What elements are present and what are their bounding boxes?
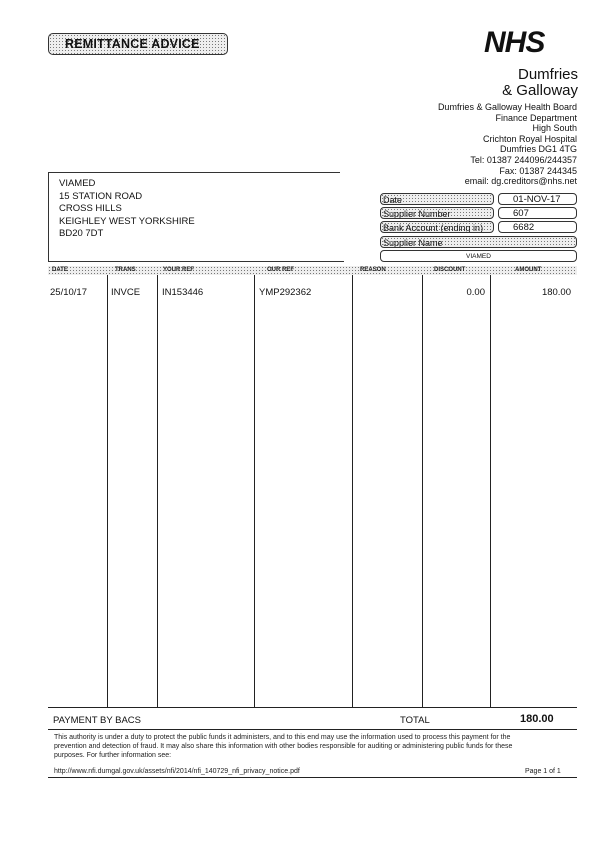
supplier-name-value: VIAMED [380, 250, 577, 262]
supplier-number-label: Supplier Number [380, 207, 494, 219]
org-line: Crichton Royal Hospital [482, 133, 577, 144]
column-divider [352, 275, 353, 708]
address-line: KEIGHLEY WEST YORKSHIRE [59, 215, 195, 227]
column-header-amount: AMOUNT [515, 267, 542, 273]
row-amount: 180.00 [541, 287, 571, 298]
column-divider [157, 275, 158, 708]
column-divider [422, 275, 423, 708]
column-header-date: DATE [52, 267, 68, 273]
row-our-ref: YMP292362 [259, 287, 312, 298]
supplier-name-label: Supplier Name [380, 236, 577, 248]
privacy-notice-url[interactable]: http://www.nfi.dumgal.gov.uk/assets/nfi/2014/nfi_140729_nfi_privacy_notice.pdf [54, 768, 300, 775]
total-rule [48, 729, 577, 730]
address-line: VIAMED [59, 178, 96, 189]
table-bottom-rule [48, 707, 577, 708]
document-title-text: REMITTANCE ADVICE [65, 37, 200, 51]
privacy-notice: This authority is under a duty to protect the public funds it administers, and to this end may use the information used to process this payment for the prevention and detection of fraud. It may also share this information with other bodies responsible for auditing or administering public funds for these purposes. For further information see: [54, 734, 513, 759]
column-header-our-ref: OUR REF [267, 267, 294, 273]
logo-line-galloway: & Galloway [502, 82, 578, 99]
org-line: email: dg.creditors@nhs.net [464, 176, 577, 187]
row-trans: INVCE [111, 287, 141, 298]
organisation-address [337, 102, 577, 187]
address-line: 15 STATION ROAD [59, 190, 143, 202]
supplier-number-value: 607 [498, 207, 577, 219]
bank-account-label: Bank Account (ending in) [380, 221, 494, 233]
column-header-your-ref: YOUR REF [163, 267, 195, 273]
column-header-trans: TRANS [115, 267, 136, 273]
column-divider [490, 275, 491, 708]
recipient-address-frame-top [48, 172, 340, 173]
org-line: Dumfries & Galloway Health Board [437, 102, 577, 112]
footer-rule [48, 777, 577, 778]
column-header-discount: DISCOUNT [434, 267, 466, 273]
total-value: 180.00 [520, 713, 554, 725]
org-line: Fax: 01387 244345 [499, 165, 577, 176]
recipient-address [59, 178, 195, 241]
date-value: 01-NOV-17 [498, 193, 577, 205]
logo-line-dumfries: Dumfries [517, 66, 578, 83]
bank-account-value: 6682 [498, 221, 577, 233]
row-date: 25/10/17 [50, 287, 87, 298]
address-line: CROSS HILLS [59, 203, 122, 215]
row-your-ref: IN153446 [162, 287, 204, 298]
page-number: Page 1 of 1 [525, 768, 561, 775]
org-line: Tel: 01387 244096/244357 [470, 154, 577, 165]
org-line: High South [532, 123, 577, 134]
date-label: Date [380, 193, 494, 205]
org-line: Finance Department [495, 112, 577, 123]
total-label: TOTAL [400, 715, 430, 726]
column-divider [107, 275, 108, 708]
column-divider [254, 275, 255, 708]
nhs-logo: NHS [484, 26, 545, 59]
org-line: Dumfries DG1 4TG [499, 144, 577, 155]
row-discount: 0.00 [466, 287, 485, 298]
address-line: BD20 7DT [59, 228, 104, 240]
payment-method: PAYMENT BY BACS [53, 715, 141, 726]
column-header-reason: REASON [360, 267, 386, 273]
document-title [48, 33, 228, 55]
